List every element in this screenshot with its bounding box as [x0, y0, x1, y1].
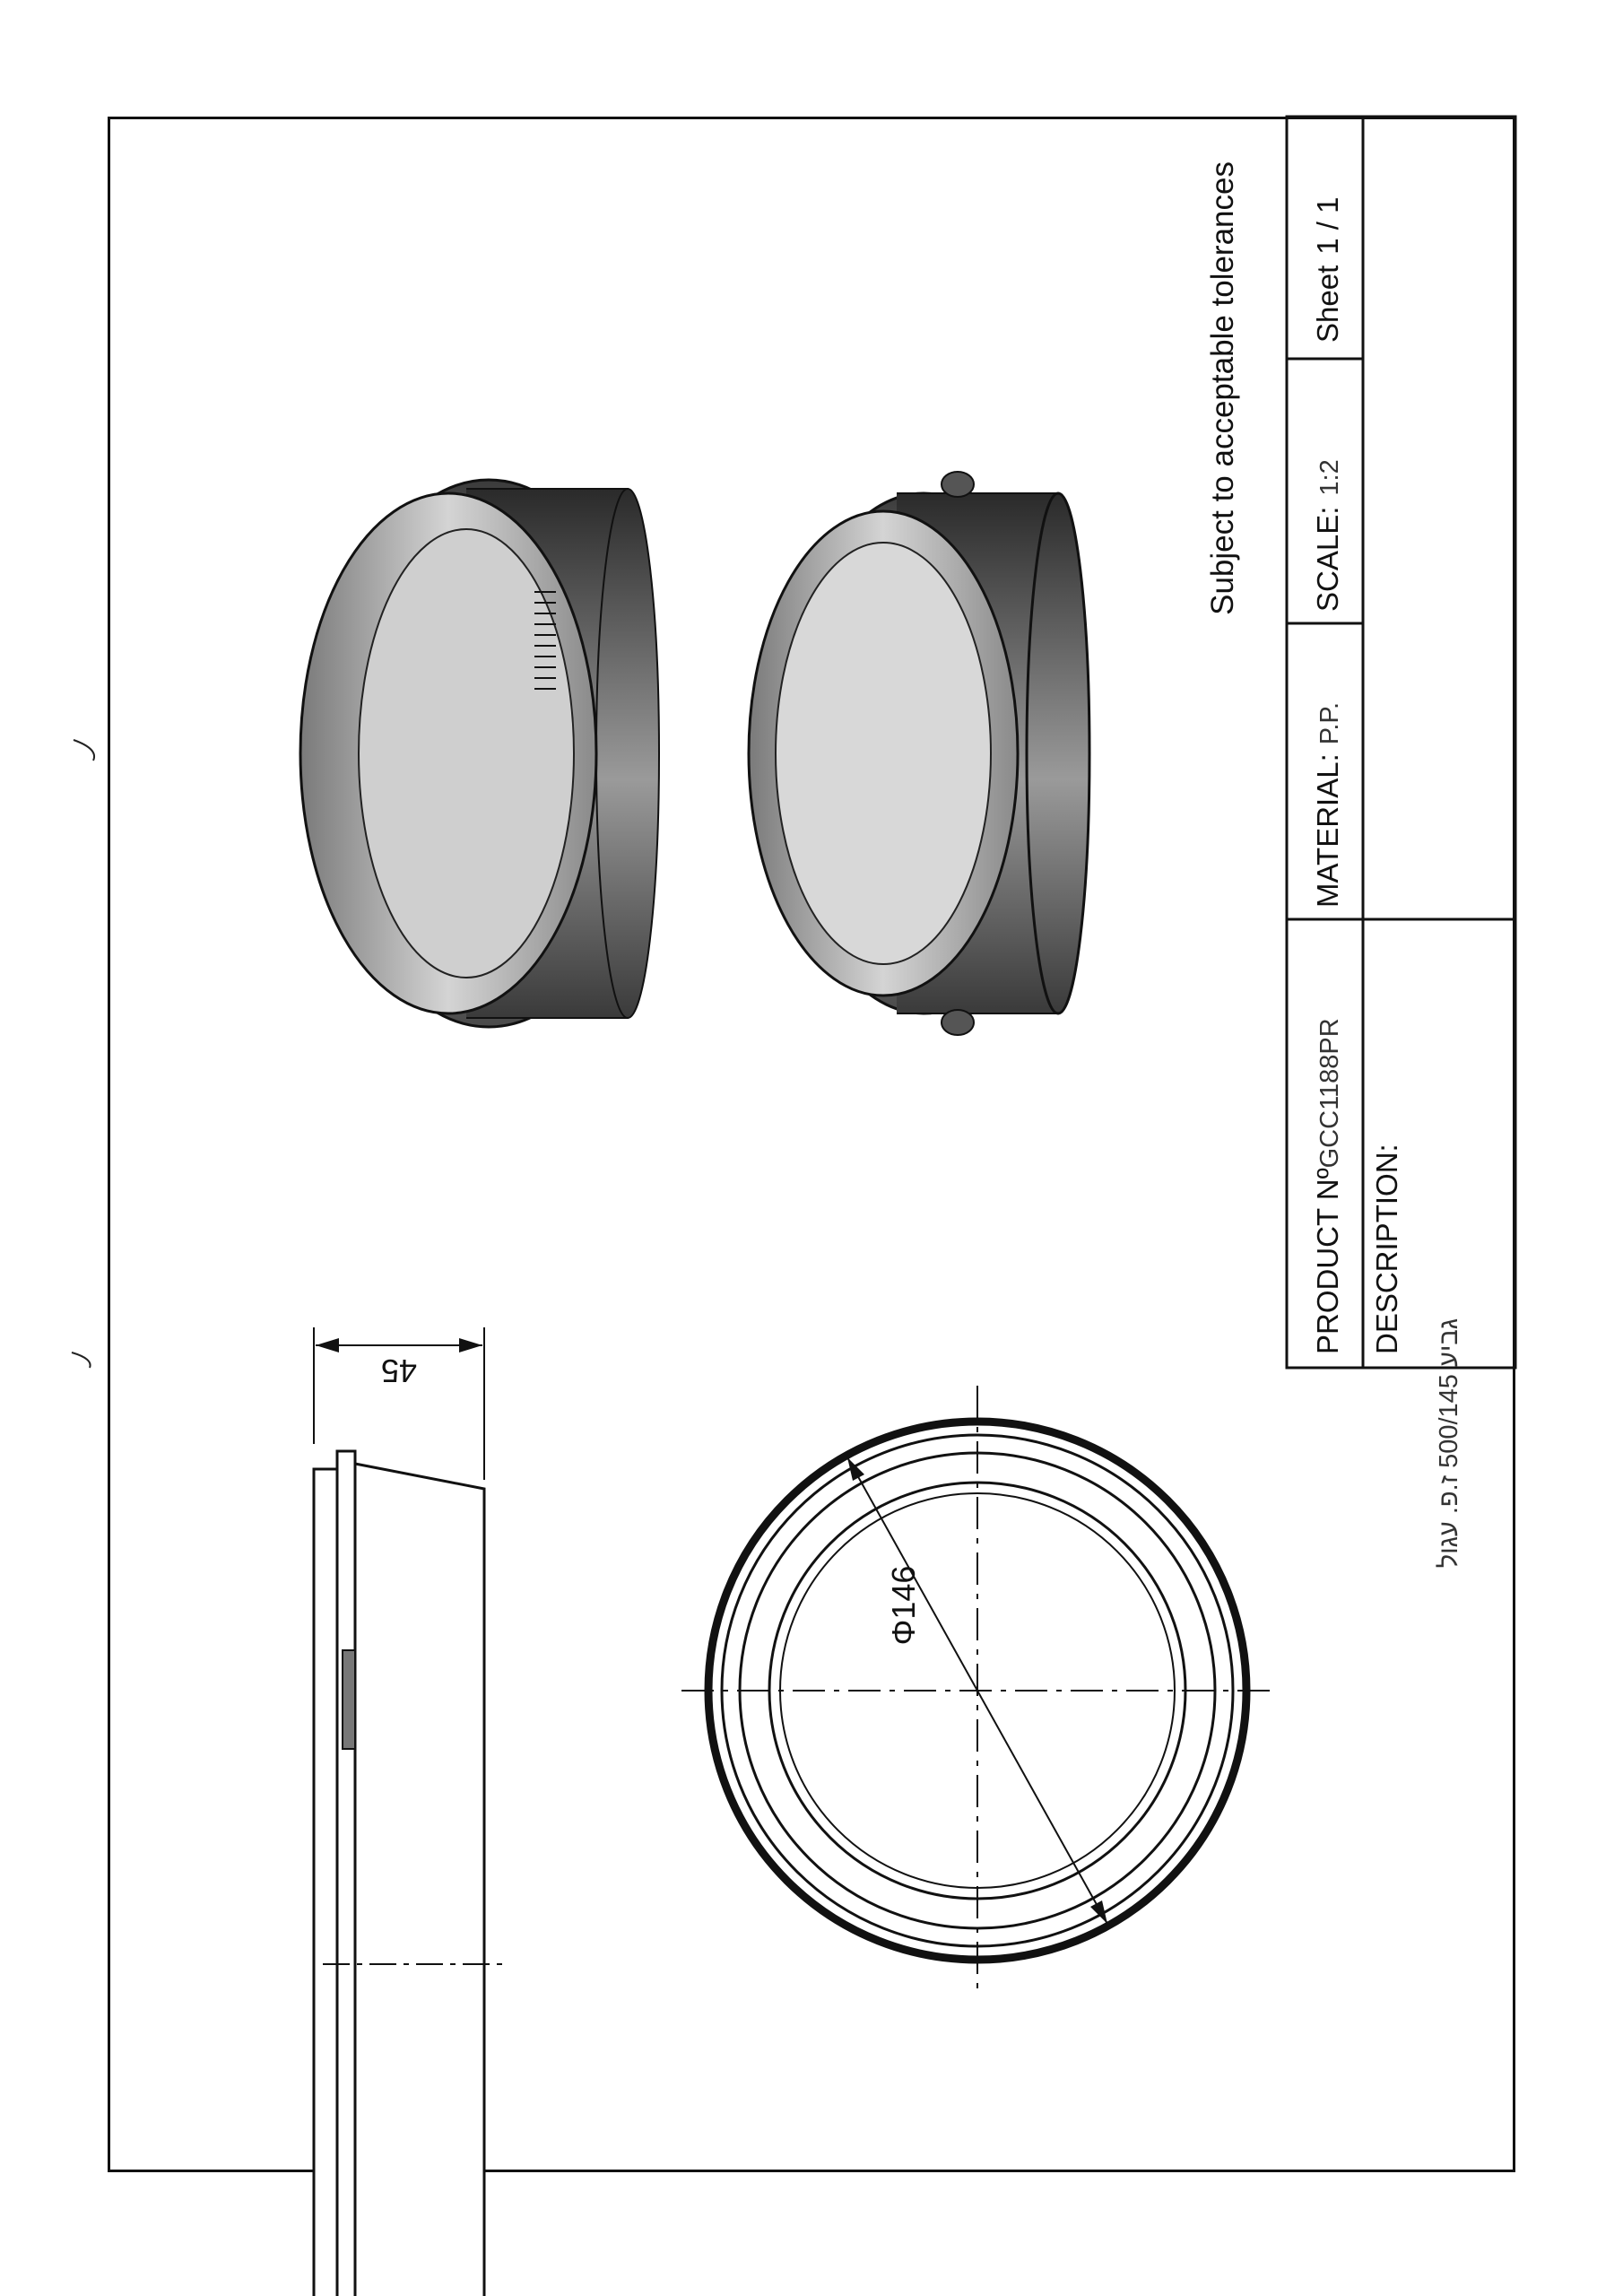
- description-label: DESCRIPTION:: [1370, 1144, 1403, 1354]
- elevation-tab: [343, 1650, 355, 1749]
- product-number-field: [1311, 1018, 1344, 1354]
- elevation-flange: [314, 1469, 337, 2296]
- sheet-label: Sheet: [1311, 265, 1344, 343]
- cup-base-ring: [596, 489, 659, 1018]
- product-number: GCC1188PR: [1315, 1018, 1344, 1169]
- material-field: [1311, 702, 1344, 908]
- scan-mark: [72, 1352, 91, 1368]
- isometric-view-top: [300, 480, 659, 1027]
- title-block: [1287, 117, 1515, 1568]
- scan-mark: [74, 740, 94, 761]
- cup-inner-surface: [359, 529, 574, 978]
- dim-arrow: [316, 1338, 339, 1352]
- sheet-field: [1311, 197, 1344, 343]
- elevation-lip: [337, 1451, 355, 2296]
- scale-label: SCALE:: [1311, 506, 1344, 612]
- material-value: P.P.: [1315, 701, 1344, 745]
- tolerance-note: Subject to acceptable tolerances: [1205, 161, 1240, 615]
- cup-base-recess: [776, 543, 991, 964]
- isometric-view-bottom: [749, 472, 1089, 1035]
- scale-value: 1:2: [1315, 459, 1344, 496]
- cup-lug: [942, 472, 974, 497]
- dim-height-label: 45: [380, 1352, 418, 1389]
- elevation-body: [355, 1464, 484, 2296]
- product-label: PRODUCT Nº: [1311, 1168, 1344, 1354]
- side-elevation-view: [314, 1327, 502, 2296]
- scale-field: [1311, 459, 1344, 612]
- dim-diameter-label: Φ146: [885, 1565, 922, 1646]
- material-label: MATERIAL:: [1311, 753, 1344, 908]
- cup-lid-rim: [1027, 493, 1089, 1013]
- description-value: גביע 500/145 ז.פ. עגול: [1435, 1318, 1463, 1569]
- sheet-value: 1 / 1: [1311, 196, 1344, 255]
- cup-lug: [942, 1010, 974, 1035]
- plan-view: [681, 1386, 1273, 1996]
- dim-arrow: [459, 1338, 482, 1352]
